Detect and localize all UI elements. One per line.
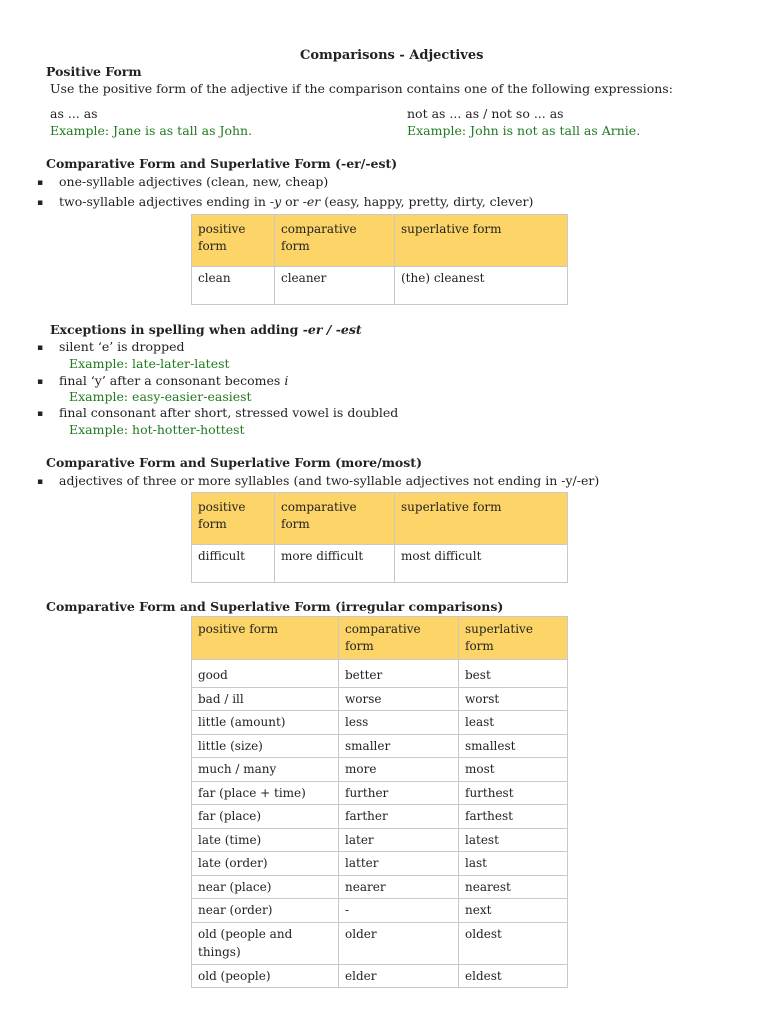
table-cell: far (place) [192, 805, 339, 829]
table-row [192, 781, 568, 805]
table-cell: near (place) [192, 875, 339, 899]
table-row [192, 828, 568, 852]
expression-not-as-as: not as ... as / not so ... as [407, 106, 564, 121]
table-row [192, 852, 568, 876]
more-most-bullet: adjectives of three or more syllables (and two-syllable adjectives not ending in -y/-er) [59, 473, 600, 488]
table-cell: worse [339, 687, 459, 711]
column-header: comparative form [275, 493, 395, 545]
table-cell: far (place + time) [192, 781, 339, 805]
table-cell: later [339, 828, 459, 852]
irregular-heading: Comparative Form and Superlative Form (irregular comparisons) [46, 599, 504, 614]
table-cell: near (order) [192, 899, 339, 923]
table-cell: little (size) [192, 734, 339, 758]
table-cell: late (time) [192, 828, 339, 852]
table-row [192, 805, 568, 829]
expression-as-as: as ... as [50, 106, 98, 121]
er-est-bullet-one-syllable: one-syllable adjectives (clean, new, cheap) [59, 174, 329, 189]
column-header: superlative form [395, 493, 568, 545]
table-cell: most difficult [395, 545, 568, 583]
table-cell: clean [192, 267, 275, 305]
table-cell: good [192, 660, 339, 688]
bullet-icon: ▪ [37, 343, 44, 353]
positive-form-heading: Positive Form [46, 64, 142, 79]
bullet-icon: ▪ [37, 477, 44, 487]
table-cell: old (people) [192, 964, 339, 988]
positive-form-intro: Use the positive form of the adjective if the comparison contains one of the following expressions: [50, 81, 673, 96]
table-cell: more [339, 758, 459, 782]
table-cell: farther [339, 805, 459, 829]
table-row [192, 687, 568, 711]
bullet-icon: ▪ [37, 409, 44, 419]
table-cell: more difficult [275, 545, 395, 583]
irregular-table-body [192, 660, 568, 988]
table-row [192, 660, 568, 688]
table-cell: worst [459, 687, 568, 711]
table-cell: much / many [192, 758, 339, 782]
table-cell: late (order) [192, 852, 339, 876]
column-header: superlative form [459, 617, 568, 660]
column-header: comparative form [339, 617, 459, 660]
table-cell: nearest [459, 875, 568, 899]
table-cell: elder [339, 964, 459, 988]
irregular-table [191, 616, 568, 988]
exception-example: Example: easy-easier-easiest [69, 389, 252, 404]
table-cell: least [459, 711, 568, 735]
bullet-icon: ▪ [37, 377, 44, 387]
table-cell: latest [459, 828, 568, 852]
exception-item: final ‘y’ after a consonant becomes i [59, 373, 289, 388]
exception-item: final consonant after short, stressed vowel is doubled [59, 405, 399, 420]
er-est-table [191, 214, 568, 305]
table-cell: better [339, 660, 459, 688]
table-cell: (the) cleanest [395, 267, 568, 305]
table-cell: smaller [339, 734, 459, 758]
table-cell: most [459, 758, 568, 782]
table-cell: nearer [339, 875, 459, 899]
er-est-heading: Comparative Form and Superlative Form (-er/-est) [46, 156, 398, 171]
column-header: positive form [192, 215, 275, 267]
table-row [192, 964, 568, 988]
table-cell: cleaner [275, 267, 395, 305]
exceptions-heading: Exceptions in spelling when adding -er / -est [50, 322, 362, 337]
table-cell: best [459, 660, 568, 688]
table-cell: furthest [459, 781, 568, 805]
bullet-icon: ▪ [37, 178, 44, 188]
exception-item: silent ‘e’ is dropped [59, 339, 185, 354]
bullet-icon: ▪ [37, 198, 44, 208]
table-cell: latter [339, 852, 459, 876]
column-header: positive form [192, 617, 339, 660]
table-cell: smallest [459, 734, 568, 758]
table-row [192, 758, 568, 782]
column-header: positive form [192, 493, 275, 545]
er-est-bullet-two-syllable: two-syllable adjectives ending in -y or -er (easy, happy, pretty, dirty, clever) [59, 194, 534, 209]
table-cell: further [339, 781, 459, 805]
table-cell: old (people and things) [192, 922, 339, 964]
more-most-table [191, 492, 568, 583]
table-cell: less [339, 711, 459, 735]
example-as-as: Example: Jane is as tall as John. [50, 123, 253, 138]
table-cell: eldest [459, 964, 568, 988]
table-row [192, 734, 568, 758]
table-cell: - [339, 899, 459, 923]
table-cell: oldest [459, 922, 568, 964]
exception-example: Example: hot-hotter-hottest [69, 422, 245, 437]
table-row [192, 899, 568, 923]
table-cell: little (amount) [192, 711, 339, 735]
table-cell: farthest [459, 805, 568, 829]
column-header: comparative form [275, 215, 395, 267]
table-cell: next [459, 899, 568, 923]
table-cell: difficult [192, 545, 275, 583]
table-row [192, 711, 568, 735]
table-cell: bad / ill [192, 687, 339, 711]
table-row [192, 267, 568, 305]
example-not-as-as: Example: John is not as tall as Arnie. [407, 123, 641, 138]
table-cell: older [339, 922, 459, 964]
table-row [192, 875, 568, 899]
exception-example: Example: late-later-latest [69, 356, 230, 371]
table-row [192, 922, 568, 964]
table-cell: last [459, 852, 568, 876]
more-most-heading: Comparative Form and Superlative Form (more/most) [46, 455, 422, 470]
document-title: Comparisons - Adjectives [300, 48, 484, 63]
column-header: superlative form [395, 215, 568, 267]
table-row [192, 545, 568, 583]
